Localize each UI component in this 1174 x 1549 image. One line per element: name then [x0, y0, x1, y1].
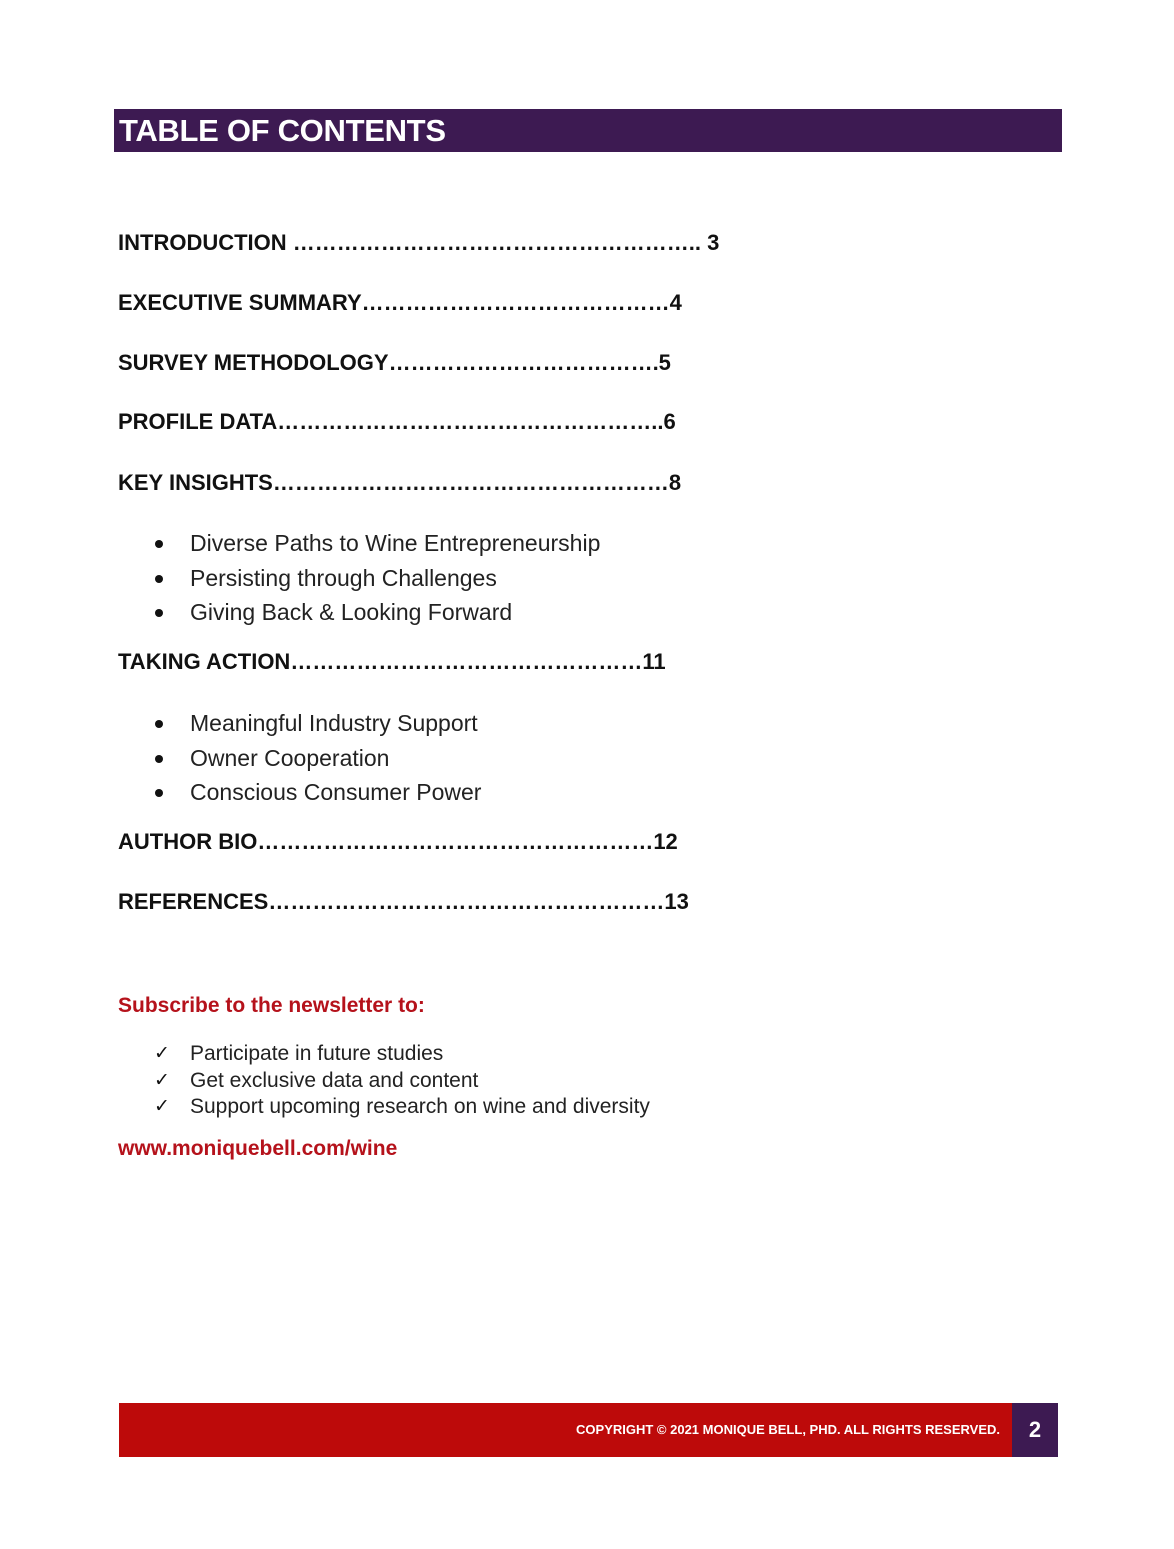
toc-entry-author-bio[interactable]: AUTHOR BIO………………………………………………12: [118, 829, 678, 854]
bullet-icon: [155, 755, 163, 763]
bullet-icon: [155, 575, 163, 583]
list-item: Giving Back & Looking Forward: [150, 595, 600, 630]
list-item: Conscious Consumer Power: [150, 775, 481, 810]
list-item: Persisting through Challenges: [150, 561, 600, 596]
check-icon: ✓: [154, 1069, 170, 1091]
list-item: ✓ Support upcoming research on wine and diversity: [150, 1094, 650, 1121]
page-title: TABLE OF CONTENTS: [114, 109, 1062, 152]
toc-entry-executive-summary[interactable]: EXECUTIVE SUMMARY……………………………………4: [118, 290, 682, 315]
toc-entry-survey-methodology[interactable]: SURVEY METHODOLOGY……………………………….5: [118, 350, 671, 375]
check-icon: ✓: [154, 1043, 170, 1064]
page-number: 2: [1012, 1403, 1058, 1457]
toc-entry-key-insights[interactable]: KEY INSIGHTS………………………………………………8: [118, 470, 682, 495]
subscribe-heading: Subscribe to the newsletter to:: [118, 994, 425, 1017]
taking-action-list: [150, 706, 481, 810]
bullet-icon: [155, 609, 163, 617]
list-item: Owner Cooperation: [150, 741, 481, 776]
toc-entry-profile-data[interactable]: PROFILE DATA……………………………………………..6: [118, 409, 676, 434]
list-item: Meaningful Industry Support: [150, 706, 481, 741]
toc-entry-references[interactable]: REFERENCES………………………………………………13: [118, 889, 689, 914]
bullet-icon: [155, 789, 163, 797]
list-item: ✓ Participate in future studies: [150, 1041, 650, 1068]
toc-entry-taking-action[interactable]: TAKING ACTION…………………………………………11: [118, 649, 666, 674]
bullet-icon: [155, 720, 163, 728]
list-item: Diverse Paths to Wine Entrepreneurship: [150, 526, 600, 561]
list-item: ✓ Get exclusive data and content: [150, 1068, 650, 1095]
website-link[interactable]: www.moniquebell.com/wine: [118, 1137, 398, 1160]
key-insights-list: [150, 526, 600, 630]
toc-entry-introduction[interactable]: INTRODUCTION ……………………………………………….. 3: [118, 230, 720, 255]
bullet-icon: [155, 540, 163, 548]
subscribe-benefits-list: [150, 1041, 650, 1121]
check-icon: ✓: [154, 1096, 170, 1117]
footer-copyright: COPYRIGHT © 2021 MONIQUE BELL, PHD. ALL RIGHTS RESERVED.: [119, 1403, 1012, 1457]
